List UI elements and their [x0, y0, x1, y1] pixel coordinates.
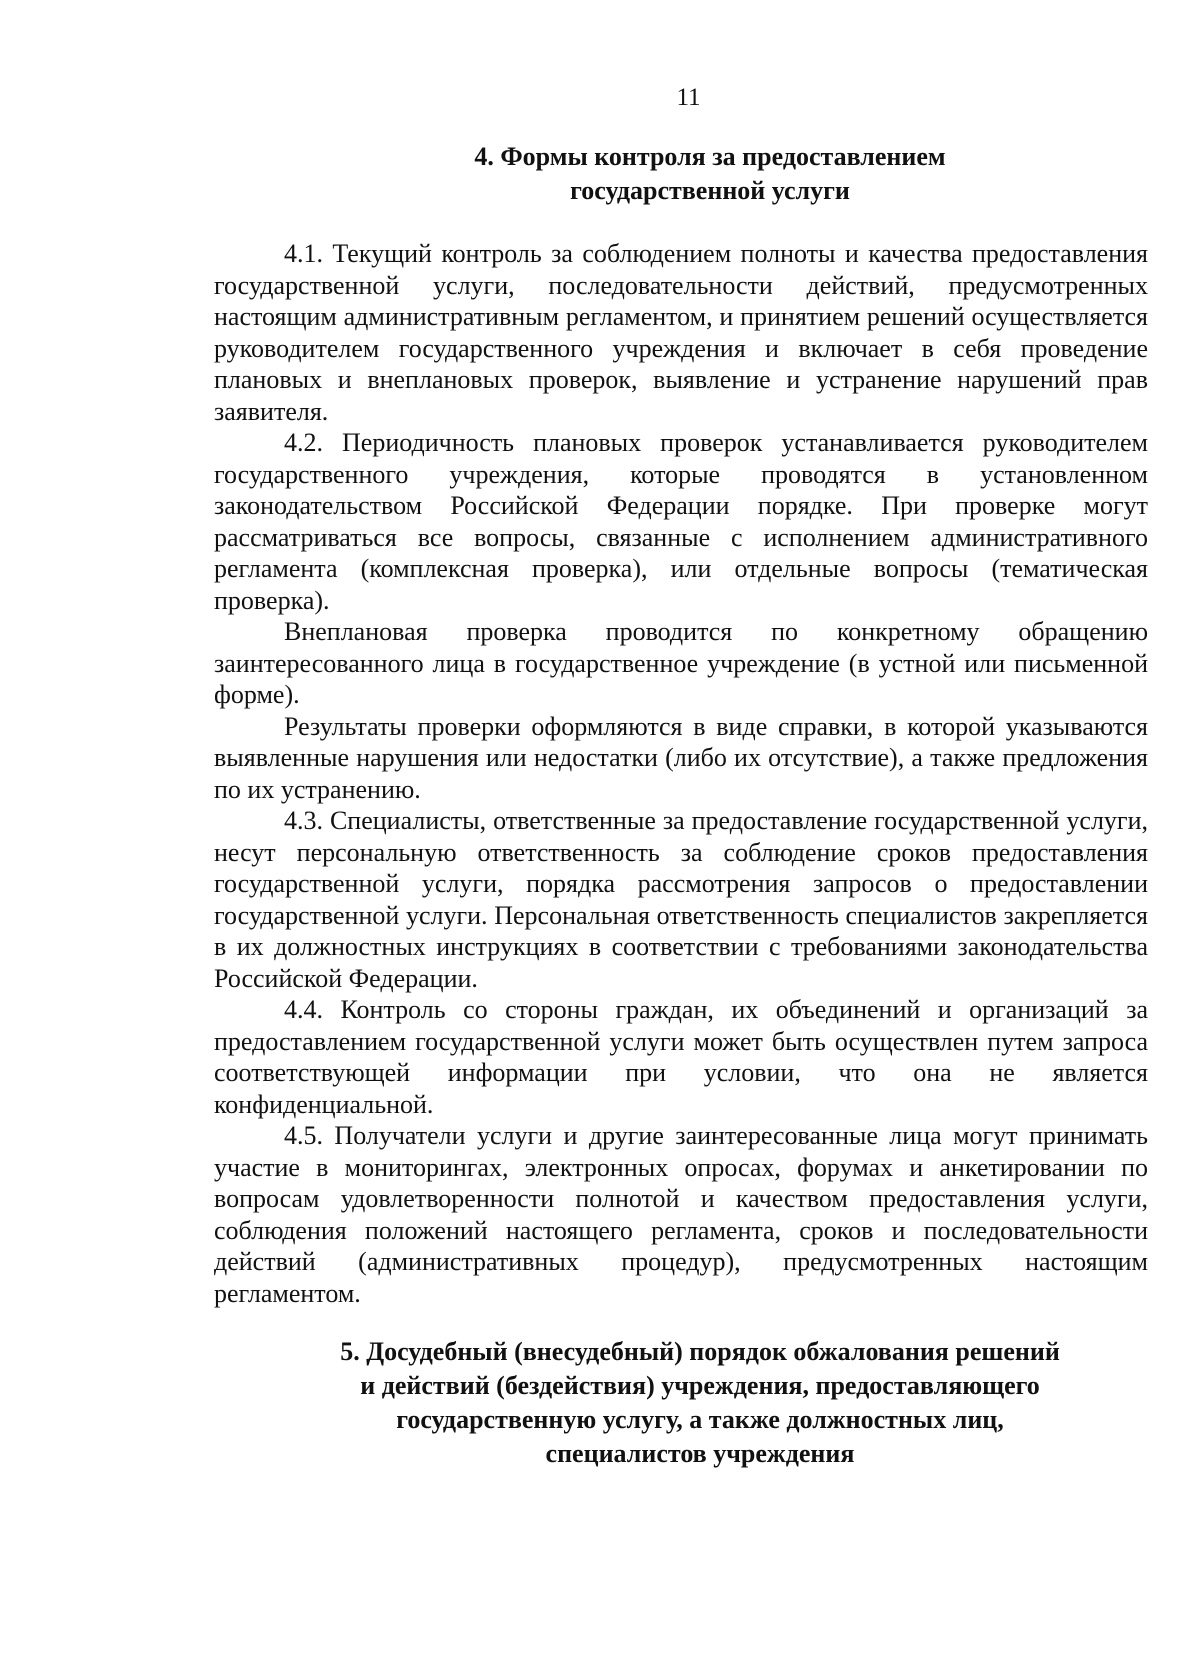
paragraph-4-4: 4.4. Контроль со стороны граждан, их объединений и организаций за предоставлением государственной услуги может быть осуществлен путем запроса соответствующей информации при условии, что она не является конфиденциальной. — [214, 995, 1148, 1119]
section-5-heading-line-4: специалистов учреждения — [545, 1439, 855, 1468]
section-5-heading-line-1: 5. Досудебный (внесудебный) порядок обжалования решений — [340, 1337, 1060, 1366]
page-number: 11 — [676, 84, 701, 111]
paragraph-check-results: Результаты проверки оформляются в виде справки, в которой указываются выявленные нарушения или недостатки (либо их отсутствие), а также предложения по их устранению. — [214, 711, 1148, 804]
section-5-heading-line-3: государственную услугу, а также должностных лиц, — [396, 1405, 1004, 1434]
paragraph-4-3: 4.3. Специалисты, ответственные за предоставление государственной услуги, несут персональную ответственность за соблюдение сроков предоставления государственной услуги, порядка рассмотрения запросов о предоставлении государственной услуги. Персональная ответственность специалистов закрепляется в их должностных инструкциях в соответствии с требованиями законодательства Российской Федерации. — [214, 806, 1148, 993]
section-4-heading-line-2: государственной услуги — [570, 176, 850, 205]
paragraph-4-1: 4.1. Текущий контроль за соблюдением полноты и качества предоставления государственной услуги, последовательности действий, предусмотренных настоящим административным регламентом, и принятием решений осуществляется руководителем государственного учреждения и включает в себя проведение плановых и внеплановых проверок, выявление и устранение нарушений прав заявителя. — [214, 239, 1148, 426]
section-4-heading-line-1: 4. Формы контроля за предоставлением — [474, 142, 946, 171]
paragraph-unscheduled-check: Внеплановая проверка проводится по конкретному обращению заинтересованного лица в государственное учреждение (в устной или письменной форме). — [214, 617, 1148, 709]
paragraph-4-2: 4.2. Периодичность плановых проверок устанавливается руководителем государственного учреждения, которые проводятся в установленном законодательством Российской Федерации порядке. При проверке могут рассматриваться все вопросы, связанные с исполнением административного регламента (комплексная проверка), или отдельные вопросы (тематическая проверка). — [214, 428, 1148, 615]
section-5-heading-line-2: и действий (бездействия) учреждения, предоставляющего — [360, 1371, 1040, 1400]
paragraph-4-5: 4.5. Получатели услуги и другие заинтересованные лица могут принимать участие в мониторингах, электронных опросах, форумах и анкетировании по вопросам удовлетворенности полнотой и качеством предоставления услуги, соблюдения положений настоящего регламента, сроков и последовательности действий (административных процедур), предусмотренных настоящим регламентом. — [214, 1121, 1148, 1308]
section-4-heading — [0, 140, 1200, 208]
section-4-body — [214, 238, 1148, 1309]
section-5-heading — [0, 1335, 1200, 1471]
